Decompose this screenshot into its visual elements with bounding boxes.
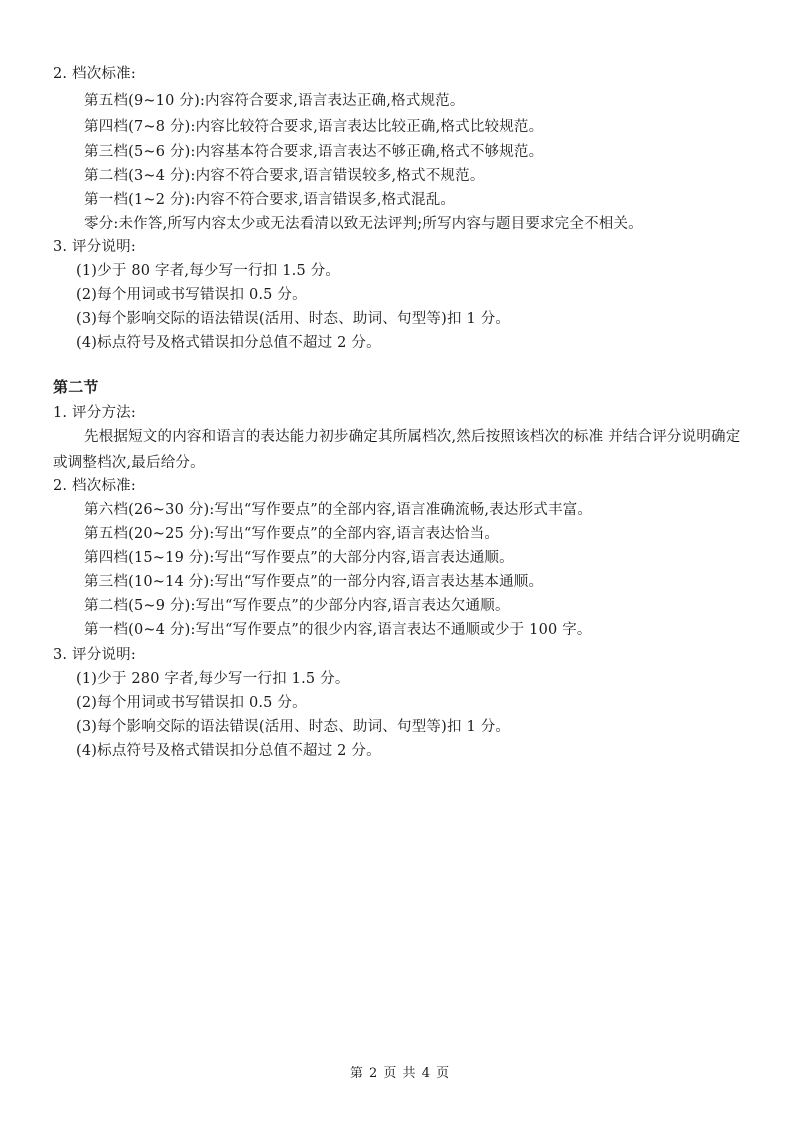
section1-grade-item: 第二档(3~4 分):内容不符合要求,语言错误较多,格式不规范。 bbox=[84, 168, 485, 184]
section2-note-item: (1)少于 280 字者,每少写一行扣 1.5 分。 bbox=[76, 671, 350, 687]
section2-grades-heading: 2. 档次标准: bbox=[53, 478, 136, 494]
section1-notes-heading: 3. 评分说明: bbox=[53, 239, 136, 255]
section1-grade-item: 第三档(5~6 分):内容基本符合要求,语言表达不够正确,格式不够规范。 bbox=[84, 144, 544, 160]
section2-method-heading: 1. 评分方法: bbox=[53, 405, 136, 421]
section1-note-item: (1)少于 80 字者,每少写一行扣 1.5 分。 bbox=[76, 263, 341, 279]
section1-zero-score: 零分:未作答,所写内容太少或无法看清以致无法评判;所写内容与题目要求完全不相关。 bbox=[84, 216, 643, 232]
section2-grade-item: 第一档(0~4 分):写出“写作要点”的很少内容,语言表达不通顺或少于 100 字。 bbox=[84, 622, 592, 638]
section2-method-text: 先根据短文的内容和语言的表达能力初步确定其所属档次,然后按照该档次的标准 并结合评分说明确定或调整档次,最后给分。 bbox=[53, 429, 741, 471]
section1-grade-item: 第一档(1~2 分):内容不符合要求,语言错误多,格式混乱。 bbox=[84, 192, 456, 208]
section1-grade-item: 第五档(9~10 分):内容符合要求,语言表达正确,格式规范。 bbox=[84, 93, 465, 109]
section2-title: 第二节 bbox=[53, 378, 99, 396]
section2-grade-item: 第二档(5~9 分):写出“写作要点”的少部分内容,语言表达欠通顺。 bbox=[84, 598, 510, 614]
section1-grade-item: 第四档(7~8 分):内容比较符合要求,语言表达比较正确,格式比较规范。 bbox=[84, 119, 544, 135]
section2-note-item: (3)每个影响交际的语法错误(活用、时态、助词、句型等)扣 1 分。 bbox=[76, 719, 511, 735]
section1-note-item: (3)每个影响交际的语法错误(活用、时态、助词、句型等)扣 1 分。 bbox=[76, 311, 511, 327]
page-number-footer: 第 2 页 共 4 页 bbox=[349, 1066, 451, 1081]
section1-grades-heading: 2. 档次标准: bbox=[53, 66, 136, 82]
section2-note-item: (4)标点符号及格式错误扣分总值不超过 2 分。 bbox=[76, 743, 381, 759]
section1-note-item: (2)每个用词或书写错误扣 0.5 分。 bbox=[76, 287, 307, 303]
section2-grade-item: 第五档(20~25 分):写出“写作要点”的全部内容,语言表达恰当。 bbox=[84, 526, 500, 542]
section1-note-item: (4)标点符号及格式错误扣分总值不超过 2 分。 bbox=[76, 335, 381, 351]
section2-grade-item: 第六档(26~30 分):写出“写作要点”的全部内容,语言准确流畅,表达形式丰富。 bbox=[84, 502, 593, 518]
section2-grade-item: 第三档(10~14 分):写出“写作要点”的一部分内容,语言表达基本通顺。 bbox=[84, 574, 544, 590]
section2-note-item: (2)每个用词或书写错误扣 0.5 分。 bbox=[76, 695, 307, 711]
section2-notes-heading: 3. 评分说明: bbox=[53, 647, 136, 663]
section2-grade-item: 第四档(15~19 分):写出“写作要点”的大部分内容,语言表达通顺。 bbox=[84, 550, 514, 566]
